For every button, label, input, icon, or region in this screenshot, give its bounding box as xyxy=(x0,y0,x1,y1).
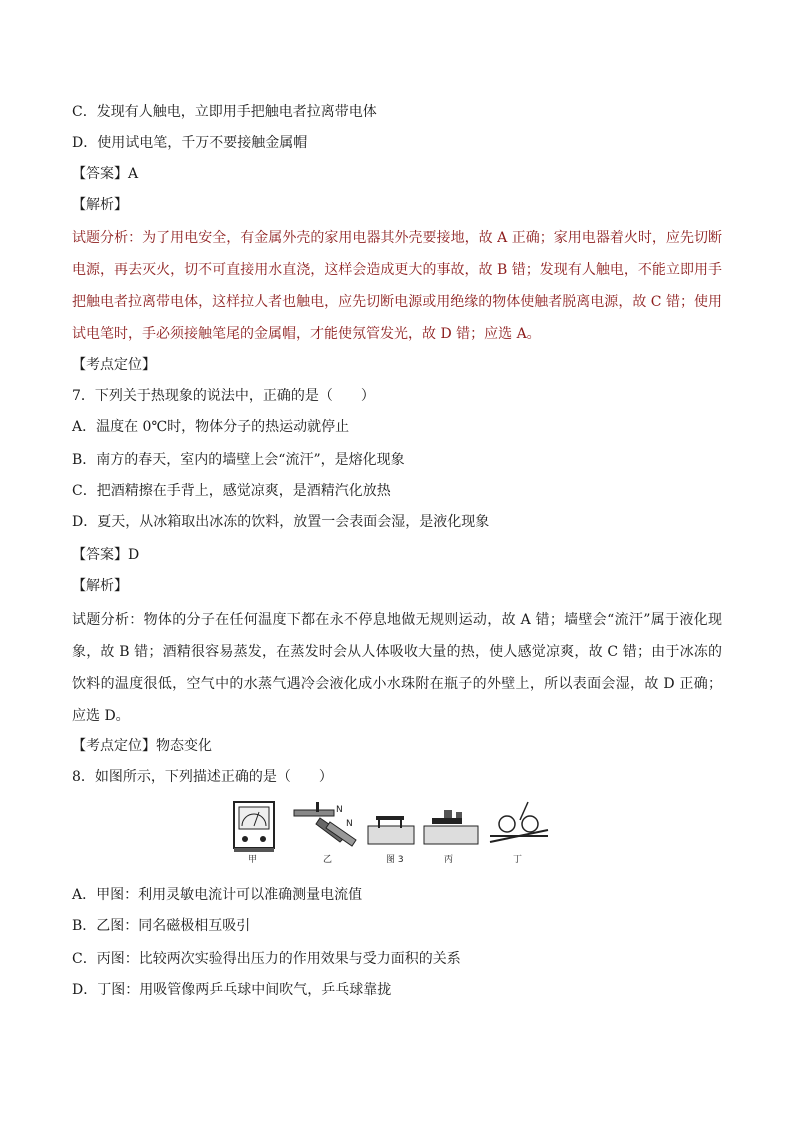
q6-kaodian: 【考点定位】 xyxy=(72,357,156,373)
q8-stem: 8．如图所示，下列描述正确的是（ ） xyxy=(72,769,333,785)
q7-option-c: C．把酒精擦在手背上，感觉凉爽，是酒精汽化放热 xyxy=(72,483,391,499)
pressure-experiment-illustration xyxy=(368,810,478,844)
q6-option-c: C．发现有人触电，立即用手把触电者拉离带电体 xyxy=(72,104,377,120)
q6-answer: 【答案】A xyxy=(72,166,139,182)
q8-option-c: C．丙图：比较两次实验得出压力的作用效果与受力面积的关系 xyxy=(72,951,461,967)
q8-figure xyxy=(228,796,558,874)
q7-option-d: D．夏天，从冰箱取出冰冻的饮料，放置一会表面会湿，是液化现象 xyxy=(72,514,490,530)
q6-analysis: 试题分析：为了用电安全，有金属外壳的家用电器其外壳要接地，故 A 正确；家用电器着火时，应先切断电源，再去灭火，切不可直接用水直浇，这样会造成更大的事故，故 B 错；发现有人触电，不能立即用手把触电者拉离带电体，这样拉人者也触电，应先切断电源或用绝缘的物体使触者脱离电源，故 C 错；使用试电笔时，手必须接触笔尾的金属帽，才能使氖管发光，故 D 错；应选 A。 xyxy=(72,230,722,342)
label-jia: 甲 xyxy=(248,855,258,865)
q7-analysis-label: 【解析】 xyxy=(72,578,128,594)
q7-kaodian: 【考点定位】物态变化 xyxy=(72,738,212,754)
magnet-n-label: N xyxy=(336,805,343,815)
magnet-n-label-2: N xyxy=(346,819,353,829)
q8-option-d: D．丁图：用吸管像两乒乓球中间吹气，乒乓球靠拢 xyxy=(72,982,392,998)
q7-stem: 7．下列关于热现象的说法中，正确的是（ ） xyxy=(72,388,375,404)
ping-pong-illustration xyxy=(490,802,548,842)
label-yi: 乙 xyxy=(323,855,333,865)
q8-option-a: A．甲图：利用灵敏电流计可以准确测量电流值 xyxy=(72,887,363,903)
q6-option-d: D．使用试电笔，千万不要接触金属帽 xyxy=(72,135,308,151)
galvanometer-illustration xyxy=(234,802,274,852)
q7-answer: 【答案】D xyxy=(72,547,140,563)
label-bing: 丙 xyxy=(444,855,454,865)
q7-analysis: 试题分析：物体的分子在任何温度下都在永不停息地做无规则运动，故 A 错；墙壁会“流汗”属于液化现象，故 B 错；酒精很容易蒸发，在蒸发时会从人体吸收大量的热，使人感觉凉爽，故 C 错；由于冰冻的饮料的温度很低，空气中的水蒸气遇冷会液化成小水珠附在瓶子的外壁上，所以表面会湿，故 D 正确；应选 D。 xyxy=(72,612,722,724)
q6-analysis-label: 【解析】 xyxy=(72,197,128,213)
label-ding: 丁 xyxy=(513,855,523,865)
figure-3-svg xyxy=(228,796,558,874)
q7-option-b: B．南方的春天，室内的墙壁上会“流汗”，是熔化现象 xyxy=(72,452,405,468)
q8-option-b: B．乙图：同名磁极相互吸引 xyxy=(72,918,251,934)
q7-option-a: A．温度在 0℃时，物体分子的热运动就停止 xyxy=(72,419,350,435)
figure-caption: 图 3 xyxy=(386,855,404,865)
